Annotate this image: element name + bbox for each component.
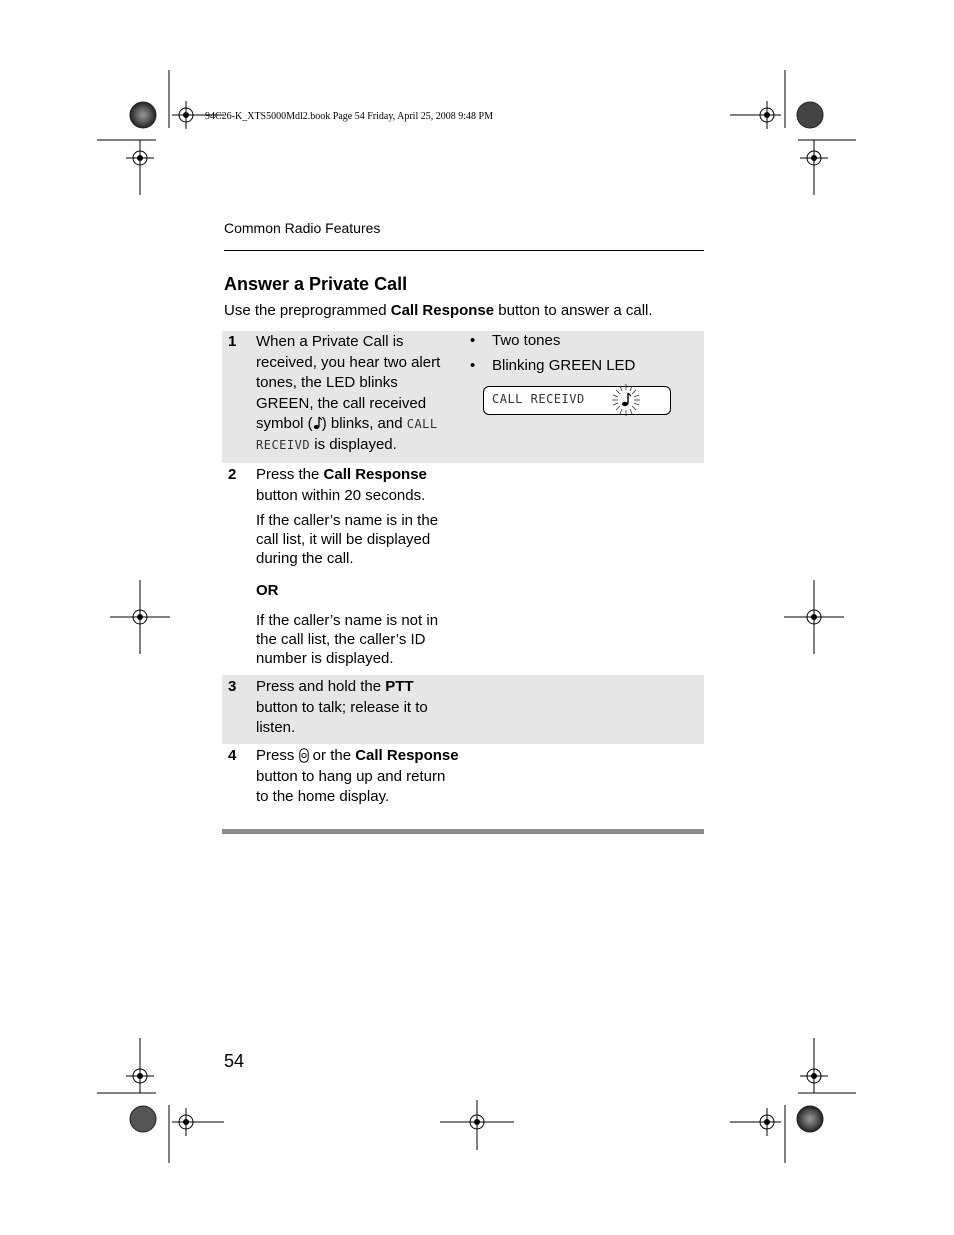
step-3 xyxy=(222,675,704,744)
step-note: If the caller’s name is not in the call list, the caller’s ID number is displayed. xyxy=(256,612,439,667)
step-number: 3 xyxy=(228,678,237,695)
bullet-item: • Two tones xyxy=(470,331,635,356)
step-text: When a Private Call is received, you hear two alert tones, the LED blinks GREEN, the call received symbol ( ) blinks, and CALL RECEIVD is displayed. xyxy=(256,333,441,453)
step-or: OR xyxy=(256,582,279,599)
bullet-item: • Blinking GREEN LED xyxy=(470,356,635,381)
page-number: 54 xyxy=(224,1051,245,1071)
step-number: 4 xyxy=(228,747,237,764)
step-1 xyxy=(222,331,704,463)
step-4 xyxy=(222,744,704,829)
step-2 xyxy=(222,463,704,675)
intro-text: Use the preprogrammed Call Response button to answer a call. xyxy=(224,302,653,319)
print-info: 94C26-K_XTS5000Mdl2.book Page 54 Friday, April 25, 2008 9:48 PM xyxy=(205,111,493,122)
step-text: Press or the Call Response button to hang up and return to the home display. xyxy=(256,747,459,805)
lcd-display-text: CALL RECEIVD xyxy=(492,392,585,406)
bullet-list xyxy=(470,331,635,381)
lcd-display xyxy=(483,386,671,415)
step-number: 1 xyxy=(228,333,237,350)
step-text: Press and hold the PTT button to talk; release it to listen. xyxy=(256,678,428,736)
page-title: Answer a Private Call xyxy=(224,274,408,294)
step-text: Press the Call Response button within 20 seconds. xyxy=(256,466,427,504)
call-received-icon xyxy=(313,416,322,430)
bottom-rule xyxy=(222,829,704,834)
step-number: 2 xyxy=(228,466,237,483)
step-note: If the caller’s name is in the call list, it will be displayed during the call. xyxy=(256,512,439,567)
section-header: Common Radio Features xyxy=(224,220,381,236)
header-rule xyxy=(224,250,704,251)
lcd-inline-text: CALL RECEIVD xyxy=(256,417,438,452)
home-button-icon xyxy=(299,748,309,763)
call-received-blinking-icon xyxy=(606,382,646,418)
